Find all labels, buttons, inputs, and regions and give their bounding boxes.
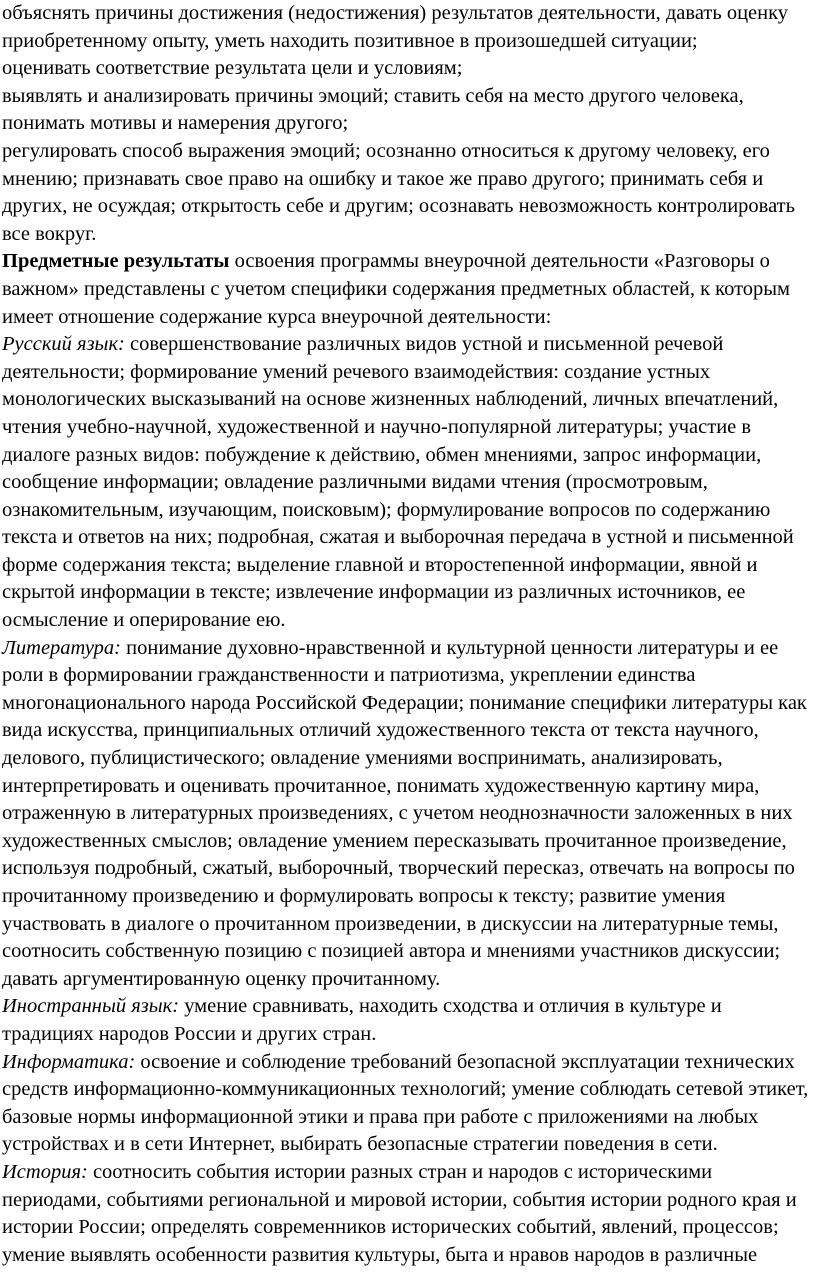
subject-name: Русский язык: (2, 333, 125, 356)
paragraph-cause-analysis: объяснять причины достижения (недостижения) результатов деятельности, давать оценку приобретенному опыту, уметь находить позитивное в произошедшей ситуации; (2, 2, 789, 52)
subject-results-paragraph (2, 248, 812, 331)
subject-text: совершенствование различных видов устной и письменной речевой деятельности; формирование умений речевого взаимодействия: создание устных монологических высказываний на основе жизненных наблюдений, личных впечатлений, чтения учебно-научной, художественной и научно-популярной литературы; участие в диалоге разных видов: побуждение к действию, обмен мнениями, запрос информации, сообщение информации; овладение различными видами чтения (просмотровым, ознакомительным, изучающим, поисковым); формулирование вопросов по содержанию текста и ответов на них; подробная, сжатая и выборочная передача в устной и письменной форме содержания текста; выделение главной и второстепенной информации, явной и скрытой информации в тексте; извлечение информации из различных источников, ее осмысление и оперирование ею. (2, 333, 794, 632)
subject-results-heading: Предметные результаты (2, 250, 230, 273)
subject-name: Иностранный язык: (2, 995, 180, 1018)
subject-text: понимание духовно-нравственной и культурной ценности литературы и ее роли в формировании гражданственности и патриотизма, укреплении единства многонационального народа Российской Федерации; понимание специфики литературы как вида искусства, принципиальных отличий художественного текста от текста научного, делового, публицистического; овладение умениями воспринимать, анализировать, интерпретировать и оценивать прочитанное, понимать художественную картину мира, отраженную в литературных произведениях, с учетом неоднозначности заложенных в них художественных смыслов; овладение умением пересказывать прочитанное произведение, используя подробный, сжатый, выборочный, творческий пересказ, отвечать на вопросы по прочитанному произведению и формулировать вопросы к тексту; развитие умения участвовать в диалоге о прочитанном произведении, в дискуссии на литературные темы, соотносить собственную позицию с позицией автора и мнениями участников дискуссии; давать аргументированную оценку прочитанному. (2, 636, 807, 990)
subject-text: освоение и соблюдение требований безопасной эксплуатации технических средств информационно-коммуникационных технологий; умение соблюдать сетевой этикет, базовые нормы информационной этики и права при работе с приложениями на любых устройствах и в сети Интернет, выбирать безопасные стратегии поведения в сети. (2, 1050, 809, 1156)
paragraph-emotion-analysis: выявлять и анализировать причины эмоций; ставить себя на место другого человека, понимать мотивы и намерения другого; (2, 84, 744, 135)
subject-results-text: освоения программы внеурочной деятельности «Разговоры о важном» представлены с учетом специфики содержания предметных областей, к которым имеет отношение содержание курса внеурочной деятельности: (2, 250, 791, 328)
paragraph-emotion-regulation: регулировать способ выражения эмоций; осознанно относиться к другому человеку, его мнению; признавать свое право на ошибку и такое же право другого; принимать себя и других, не осуждая; открытость себе и другим; осознавать невозможность контролировать все вокруг. (2, 139, 795, 245)
subject-informatics (2, 1049, 812, 1159)
paragraph-goal-evaluation: оценивать соответствие результата цели и условиям; (2, 57, 463, 80)
subject-foreign-language (2, 993, 812, 1048)
subject-literature (2, 635, 812, 994)
subject-russian (2, 331, 812, 635)
subject-text: умение сравнивать, находить сходства и отличия в культуре и традициях народов России и других стран. (2, 995, 722, 1045)
subject-name: История: (2, 1160, 88, 1183)
subject-text: соотносить события истории разных стран и народов с историческими периодами, событиями региональной и мировой истории, события истории родного края и истории России; определять современников исторических событий, явлений, процессов; умение выявлять особенности развития культуры, быта и нравов народов в различные (2, 1160, 797, 1266)
subject-name: Литература: (2, 636, 121, 659)
subject-name: Информатика: (2, 1050, 136, 1073)
subject-history (2, 1159, 812, 1269)
